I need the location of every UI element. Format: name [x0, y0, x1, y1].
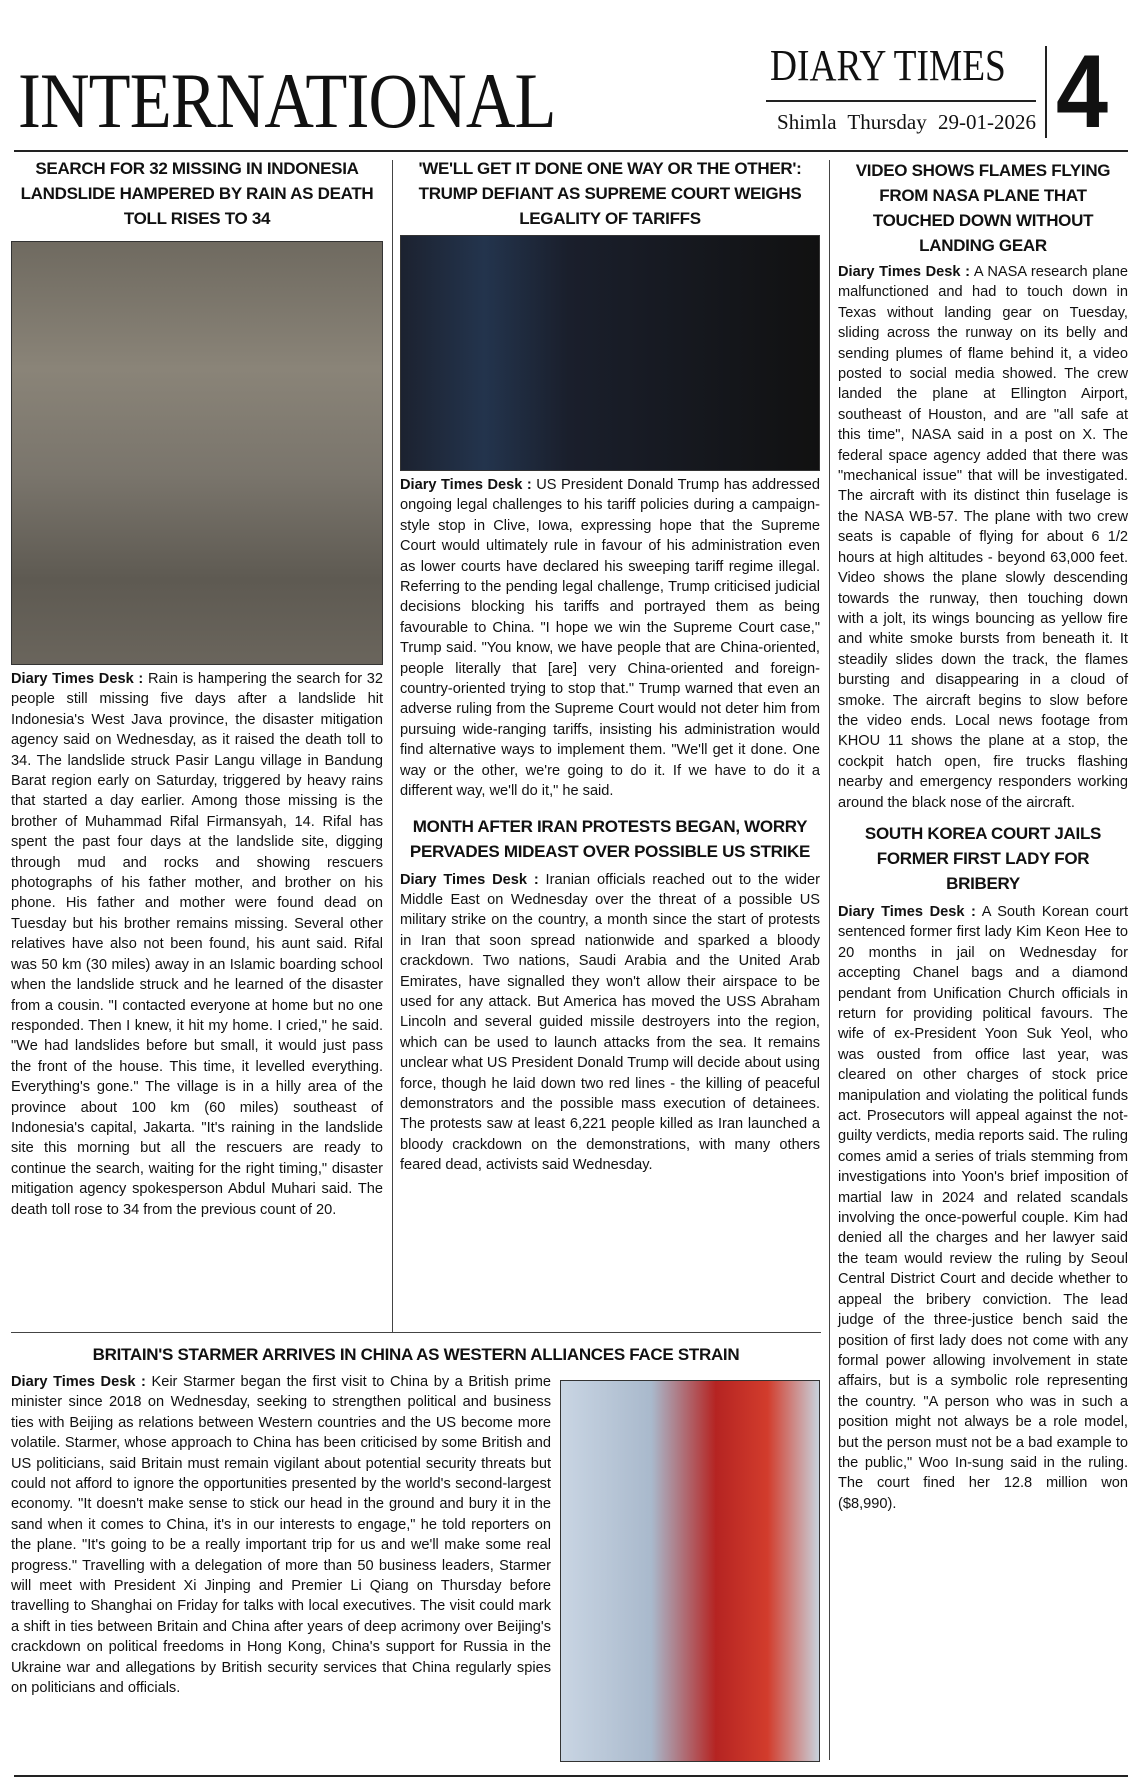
- headline: SOUTH KOREA COURT JAILS FORMER FIRST LADY FOR BRIBERY: [864, 823, 1102, 893]
- trump-photo: [400, 235, 820, 471]
- article-body: Diary Times Desk : Rain is hampering the search for 32 people still missing five days after a landslide hit Indonesia's West Java province, the disaster mitigation agency said on Wednesday, as it raised the death toll to 34. The landslide struck Pasir Langu village in Bandung Barat region early on Saturday, triggered by heavy rains that started a day earlier. Among those missing is the brother of Muhammad Rifal Firmansyah, 14. Rifal has spent the past four days at the landslide site, digging through mud and rocks and showing rescuers photographs of his father mother, and brother on his phone. His father and mother were found dead on Tuesday but his brother remains missing. Several other relatives have also not been found, his aunt said. Rifal was 50 km (30 miles) away in an Islamic boarding school when the landslide struck and he learned of the disaster from a cousin. "I contacted everyone at home but no one responded. Then I knew, it hit my home. I cried," he said. "We had landslides before but small, it would just pass the front of the house. This time, it levelled everything. Everything's gone." The village is in a hilly area of the province about 100 km (60 miles) southeast of Indonesia's capital, Jakarta. "It's raining in the landslide site this morning but all the rescuers are ready to continue the search, waiting for the right timing," disaster mitigation agency spokesperson Abdul Muhari said. The death toll rose to 34 from the previous count of 20.: [11, 671, 383, 1218]
- headline: SEARCH FOR 32 MISSING IN INDONESIA LANDSLIDE HAMPERED BY RAIN AS DEATH TOLL RISES TO 34: [20, 159, 374, 228]
- city: Shimla: [777, 110, 837, 134]
- article-indonesia: [11, 156, 383, 1220]
- article-body: Diary Times Desk : US President Donald Trump has addressed ongoing legal challenges to his tariff policies during a campaign-style stop in Clive, Iowa, expressing hope that the Supreme Court would ultimately rule in favour of his administration even as lower courts have declared his sweeping tariff regime illegal. Referring to the pending legal challenge, Trump criticised judicial decisions blocking his tariffs and portrayed them as being favourable to China. "I hope we win the Supreme Court case," Trump said. "You know, we have people that are China-oriented, people literally that [are] very China-oriented and foreign-country-oriented trying to stop that." Trump warned that even an adverse ruling from the Supreme Court would not deter him from pursuing wide-ranging tariffs, insisting his administration would find alternative ways to implement them. "We'll get it done. One way or the other, we're going to do it. If we have to do it a different way, we'll do it," he said.: [400, 477, 820, 800]
- headline: VIDEO SHOWS FLAMES FLYING FROM NASA PLANE THAT TOUCHED DOWN WITHOUT LANDING GEAR: [855, 161, 1111, 255]
- newspaper-name: DIARY TIMES: [770, 41, 1006, 90]
- divider: [1045, 46, 1047, 138]
- section-title: INTERNATIONAL: [18, 57, 556, 144]
- headline: BRITAIN'S STARMER ARRIVES IN CHINA AS WESTERN ALLIANCES FACE STRAIN: [92, 1345, 740, 1364]
- footer-rule: [14, 1775, 1128, 1777]
- date: 29-01-2026: [938, 110, 1036, 134]
- article-body: Diary Times Desk : A NASA research plane malfunctioned and had to touch down in Texas without landing gear on Tuesday, sliding across the runway on its belly and sending plumes of flame behind it, a video posted to social media showed. The crew landed the plane at Ellington Airport, southeast of Houston, and are "all safe at this time", NASA said in a post on X. The federal space agency added that there was "mechanical issue" that will be investigated. The aircraft with its distinct thin fuselage is the NASA WB-57. The plane with two crew seats is capable of flying for about 6 1/2 hours at high altitudes - beyond 63,000 feet. Video shows the plane slowly descending towards the runway, then touching down with a jolt, its wings bouncing as yellow fire and white smoke bursts from beneath it. It steadily slides down the track, the flames bursting and disappearing in a cloud of smoke. The aircraft begins to slow before the video ends. Local news footage from KHOU 11 shows the plane at a stop, the cockpit hatch open, fire trucks flashing nearby and emergency responders working around the black nose of the aircraft.: [838, 264, 1128, 811]
- starmer-arrival-photo: [560, 1380, 820, 1762]
- divider: [766, 100, 1036, 102]
- article-body: Diary Times Desk : Keir Starmer began the first visit to China by a British prime minister since 2018 on Wednesday, seeking to strengthen political and business ties with Beijing as relations between Western countries and the US become more volatile. Starmer, whose approach to China has been criticised by some British and US politicians, said Britain must remain vigilant about potential security threats but could not afford to ignore the opportunities presented by the world's second-largest economy. "It doesn't make sense to stick our head in the ground and bury it in the sand when it comes to China, it's in our interests to engage," he told reporters on the plane. "It's going to be a really important trip for us and we'll make some real progress." Travelling with a delegation of more than 50 business leaders, Starmer will meet with President Xi Jinping and Premier Li Qiang on Thursday before travelling to Shanghai on Friday for talks with local executives. The visit could mark a shift in ties between Britain and China after years of deep acrimony over Beijing's crackdown on political freedoms in Hong Kong, China's support for Russia in the Ukraine war and allegations by British security services that China regularly spies on politicians and officials.: [11, 1374, 551, 1697]
- article-nasa: [838, 158, 1128, 1514]
- day: Thursday: [847, 110, 927, 134]
- headline: MONTH AFTER IRAN PROTESTS BEGAN, WORRY PERVADES MIDEAST OVER POSSIBLE US STRIKE: [409, 816, 811, 861]
- column-divider: [829, 160, 830, 1760]
- article-body: Diary Times Desk : Iranian officials reached out to the wider Middle East on Wednesday over the threat of a possible US military strike on the country, a month since the start of protests in Iran that soon spread nationwide and sparked a bloody crackdown. Two nations, Saudi Arabia and the United Arab Emirates, have signalled they won't allow their airspace to be used for any attack. But America has moved the USS Abraham Lincoln and several guided missile destroyers into the region, which can be used to launch attacks from the sea. It remains unclear what US President Donald Trump will decide about using force, though he laid down two red lines - the killing of peaceful demonstrators and the possible mass execution of detainees. The protests saw at least 6,221 people killed as Iran launched a bloody crackdown on the demonstrations, with many others feared dead, activists said Wednesday.: [400, 871, 820, 1174]
- landslide-rescue-photo: [11, 241, 383, 665]
- article-starmer: [11, 1342, 821, 1697]
- article-body: Diary Times Desk : A South Korean court sentenced former first lady Kim Keon Hee to 20 months in jail on Wednesday for accepting Chanel bags and a diamond pendant from Unification Church officials in return for providing political favours. The wife of ex-President Yoon Suk Yeol, who was ousted from office last year, was cleared on other charges of stock price manipulation and violating the political funds act. Prosecutors will appeal against the not-guilty verdicts, media reports said. The ruling comes amid a series of trials stemming from investigations into Yoon's brief imposition of martial law in 2024 and related scandals involving the once-powerful couple. Kim had denied all the charges and her lawyer said the team would review the ruling by Seoul Central District Court and decide whether to appeal the bribery conviction. The lead judge of the three-justice bench said the position of first lady does not come with any formal power allowing involvement in state affairs, but is a symbolic role representing the country. "A person who was in such a position might not always be a role model, but the person must not be a bad example to the public," Woo In-sung said in the ruling. The court fined her 12.8 million won ($8,990).: [838, 903, 1128, 1512]
- headline: 'WE'LL GET IT DONE ONE WAY OR THE OTHER': TRUMP DEFIANT AS SUPREME COURT WEIGHS LEGALITY OF TARIFFS: [418, 159, 802, 228]
- page-number: 4: [1056, 34, 1109, 150]
- dateline: [738, 110, 1036, 135]
- article-trump: [400, 156, 820, 1176]
- header-rule: [14, 150, 1128, 152]
- column-divider: [392, 160, 393, 1332]
- divider: [11, 1332, 821, 1333]
